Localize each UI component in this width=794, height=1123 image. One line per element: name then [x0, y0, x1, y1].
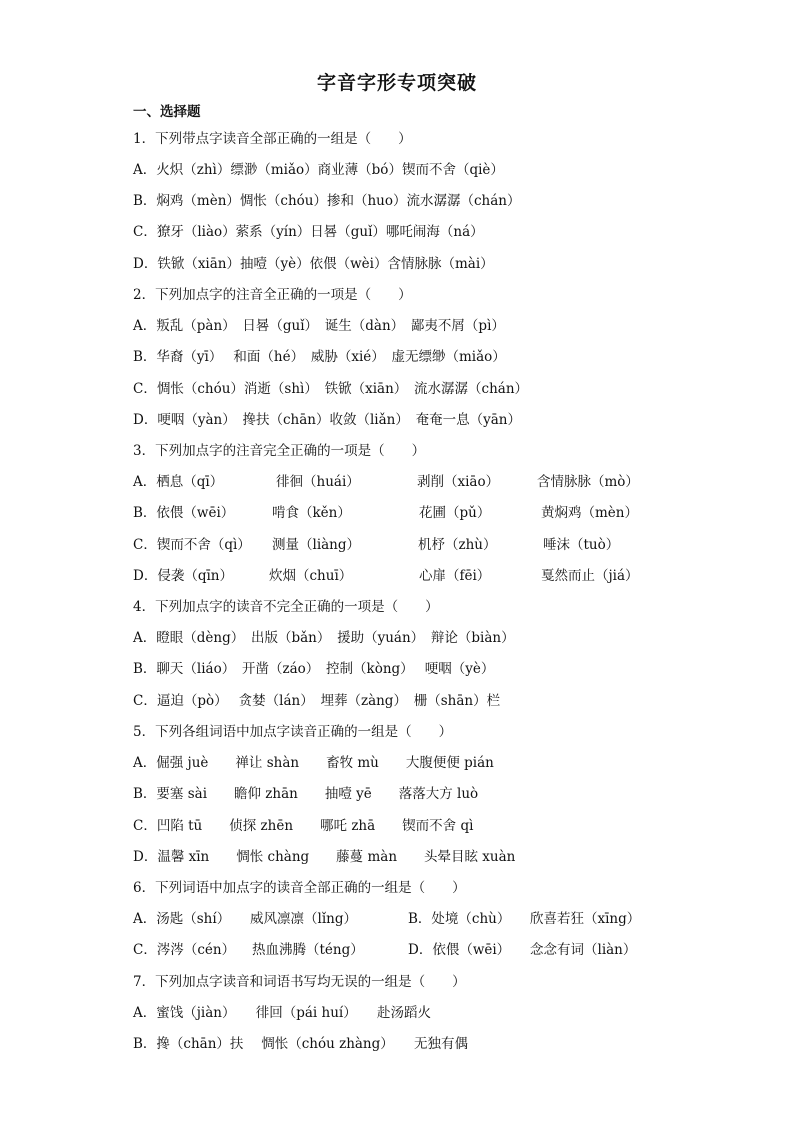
option-cell: 威风凛凛（lǐng）: [250, 911, 357, 927]
question-5-option-a: A．倔强 juè 禅让 shàn 畜牧 mù 大腹便便 pián: [133, 755, 494, 771]
option-cell: 念念有词（liàn）: [530, 942, 637, 958]
question-2-stem: 2．下列加点字的注音全正确的一项是（ ）: [133, 287, 412, 303]
question-3-stem: 3．下列加点字的注音完全正确的一项是（ ）: [133, 443, 426, 459]
option-cell: 啃食（kěn）: [272, 505, 351, 521]
question-2-option-b: B．华裔（yī） 和面（hé） 威胁（xié） 虚无缥缈（miǎo）: [133, 349, 506, 365]
question-5-stem: 5．下列各组词语中加点字读音正确的一组是（ ）: [133, 724, 453, 740]
question-7-option-a: A．蜜饯（jiàn） 徘回（pái huí） 赴汤蹈火: [133, 1005, 432, 1021]
option-cell: 黄焖鸡（mèn）: [541, 505, 638, 521]
option-cell: 含情脉脉（mò）: [537, 474, 639, 490]
question-2-option-d: D．哽咽（yàn） 搀扶（chān）收敛（liǎn） 奄奄一息（yān）: [133, 412, 521, 428]
option-cell: 炊烟（chuī）: [269, 568, 353, 584]
question-6-stem: 6．下列词语中加点字的读音全部正确的一组是（ ）: [133, 880, 466, 896]
question-1-option-d: D．铁锨（xiān）抽噎（yè）依偎（wèi）含情脉脉（mài）: [133, 256, 494, 272]
option-cell: 测量（liàng）: [272, 537, 361, 553]
option-cell: 花圃（pǔ）: [419, 505, 491, 521]
question-1-stem: 1．下列带点字读音全部正确的一组是（ ）: [133, 131, 412, 147]
question-5-option-b: B．要塞 sài 瞻仰 zhān 抽噎 yē 落落大方 luò: [133, 786, 479, 802]
question-1-option-c: C．獠牙（liào）萦系（yín）日晷（guǐ）哪吒闹海（ná）: [133, 224, 484, 240]
question-7-stem: 7．下列加点字读音和词语书写均无误的一组是（ ）: [133, 974, 466, 990]
question-1-option-a: A．火炽（zhì）缥渺（miǎo）商业薄（bó）锲而不舍（qiè）: [133, 162, 504, 178]
option-cell: C．涔涔（cén）: [133, 942, 236, 958]
option-cell: A．汤匙（shí）: [133, 911, 231, 927]
option-cell: 剥削（xiāo）: [417, 474, 500, 490]
option-cell: 徘徊（huái）: [276, 474, 360, 490]
question-4-option-c: C．逼迫（pò） 贪婪（lán） 埋葬（zàng） 栅（shān）栏: [133, 693, 501, 709]
question-5-option-c: C．凹陷 tū 侦探 zhēn 哪吒 zhā 锲而不舍 qì: [133, 818, 474, 834]
question-2-option-a: A．叛乱（pàn） 日晷（guǐ） 诞生（dàn） 鄙夷不屑（pì）: [133, 318, 505, 334]
option-cell: 欣喜若狂（xīng）: [530, 911, 641, 927]
question-4-option-b: B．聊天（liáo） 开凿（záo） 控制（kòng） 哽咽（yè）: [133, 661, 495, 677]
option-cell: 戛然而止（jiá）: [541, 568, 639, 584]
option-cell: D．依偎（wēi）: [408, 942, 511, 958]
section-heading: 一、选择题: [133, 104, 201, 120]
option-cell: A．栖息（qī）: [133, 474, 224, 490]
option-cell: D．侵袭（qīn）: [133, 568, 233, 584]
option-cell: 热血沸腾（téng）: [252, 942, 364, 958]
option-cell: 心扉（fēi）: [419, 568, 491, 584]
question-2-option-c: C．惆怅（chóu）消逝（shì） 铁锨（xiān） 流水潺潺（chán）: [133, 381, 529, 397]
option-cell: 唾沫（tuò）: [543, 537, 620, 553]
question-1-option-b: B．焖鸡（mèn）惆怅（chóu）掺和（huo）流水潺潺（chán）: [133, 193, 521, 209]
question-4-option-a: A．瞪眼（dèng） 出版（bǎn） 援助（yuán） 辩论（biàn）: [133, 630, 515, 646]
page-title: 字音字形专项突破: [316, 72, 477, 94]
question-5-option-d: D．温馨 xīn 惆怅 chàng 藤蔓 màn 头晕目眩 xuàn: [133, 849, 516, 865]
option-cell: 机杼（zhù）: [418, 537, 497, 553]
option-cell: B．依偎（wēi）: [133, 505, 235, 521]
option-cell: C．锲而不舍（qì）: [133, 537, 251, 553]
option-cell: B．处境（chù）: [408, 911, 511, 927]
question-4-stem: 4．下列加点字的读音不完全正确的一项是（ ）: [133, 599, 439, 615]
question-7-option-b: B．搀（chān）扶 惆怅（chóu zhàng） 无独有偶: [133, 1036, 469, 1052]
